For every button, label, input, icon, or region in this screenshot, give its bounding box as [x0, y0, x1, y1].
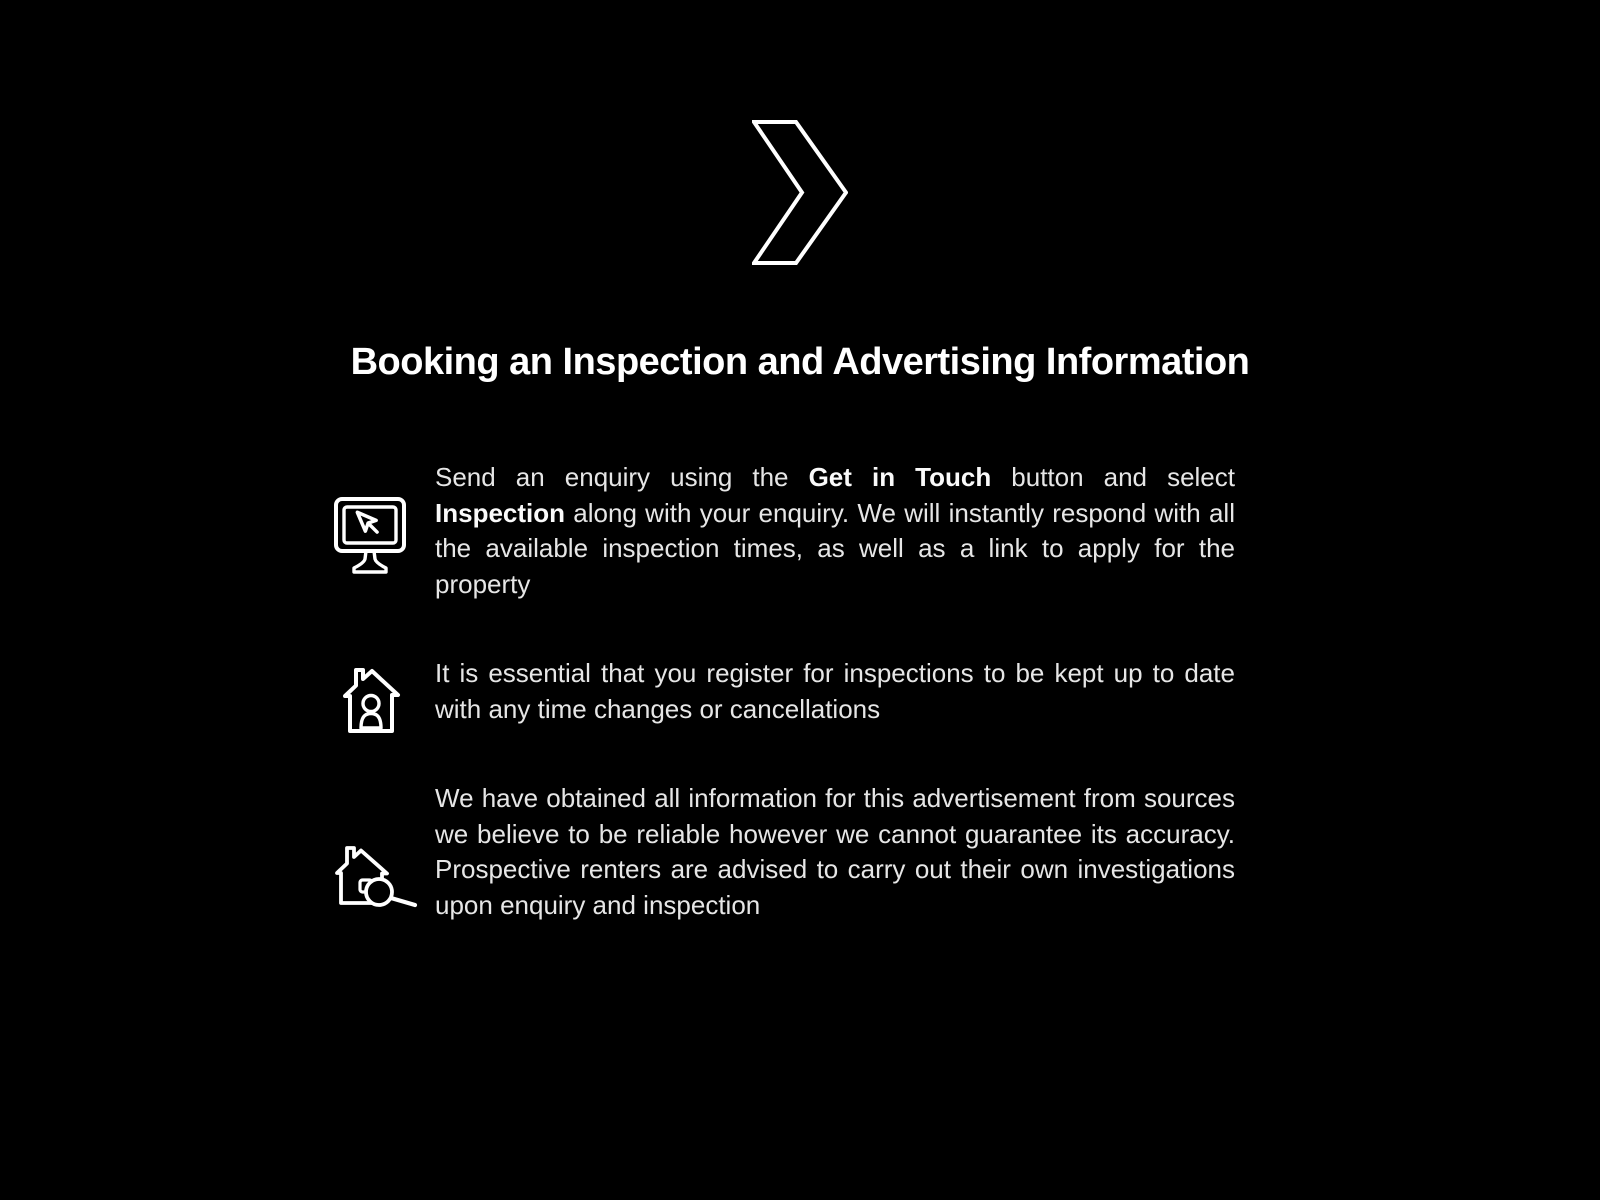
bullet-text-bold-get-in-touch: Get in Touch	[808, 462, 992, 492]
bullet-text-segment: along with your enquiry. We will instantly respond with all the available inspection times, as well as a link to apply for the property	[435, 497, 1235, 599]
page-title: Booking an Inspection and Advertising Information	[350, 341, 1250, 383]
chevron-right-icon	[752, 120, 848, 265]
bullet-text-disclaimer	[435, 781, 1235, 923]
bullet-text-register	[435, 656, 1235, 727]
bullet-text-segment: It is essential that you register for inspections to be kept up to date with any time changes or cancellations	[435, 658, 1235, 724]
bullet-text-segment: Send an enquiry using the	[435, 462, 809, 492]
bullet-text-bold-inspection: Inspection	[435, 497, 566, 528]
bullet-text-enquiry	[435, 460, 1235, 602]
monitor-cursor-icon	[334, 497, 406, 576]
bullet-text-segment: We have obtained all information for this advertisement from sources we believe to be reliable however we cannot guarantee its accuracy. Prospective renters are advised to carry out their own investigations upon enquiry and inspection	[435, 783, 1235, 920]
house-search-icon	[335, 845, 419, 910]
bullet-text-segment: button and select	[991, 462, 1235, 492]
house-person-icon	[340, 665, 402, 736]
